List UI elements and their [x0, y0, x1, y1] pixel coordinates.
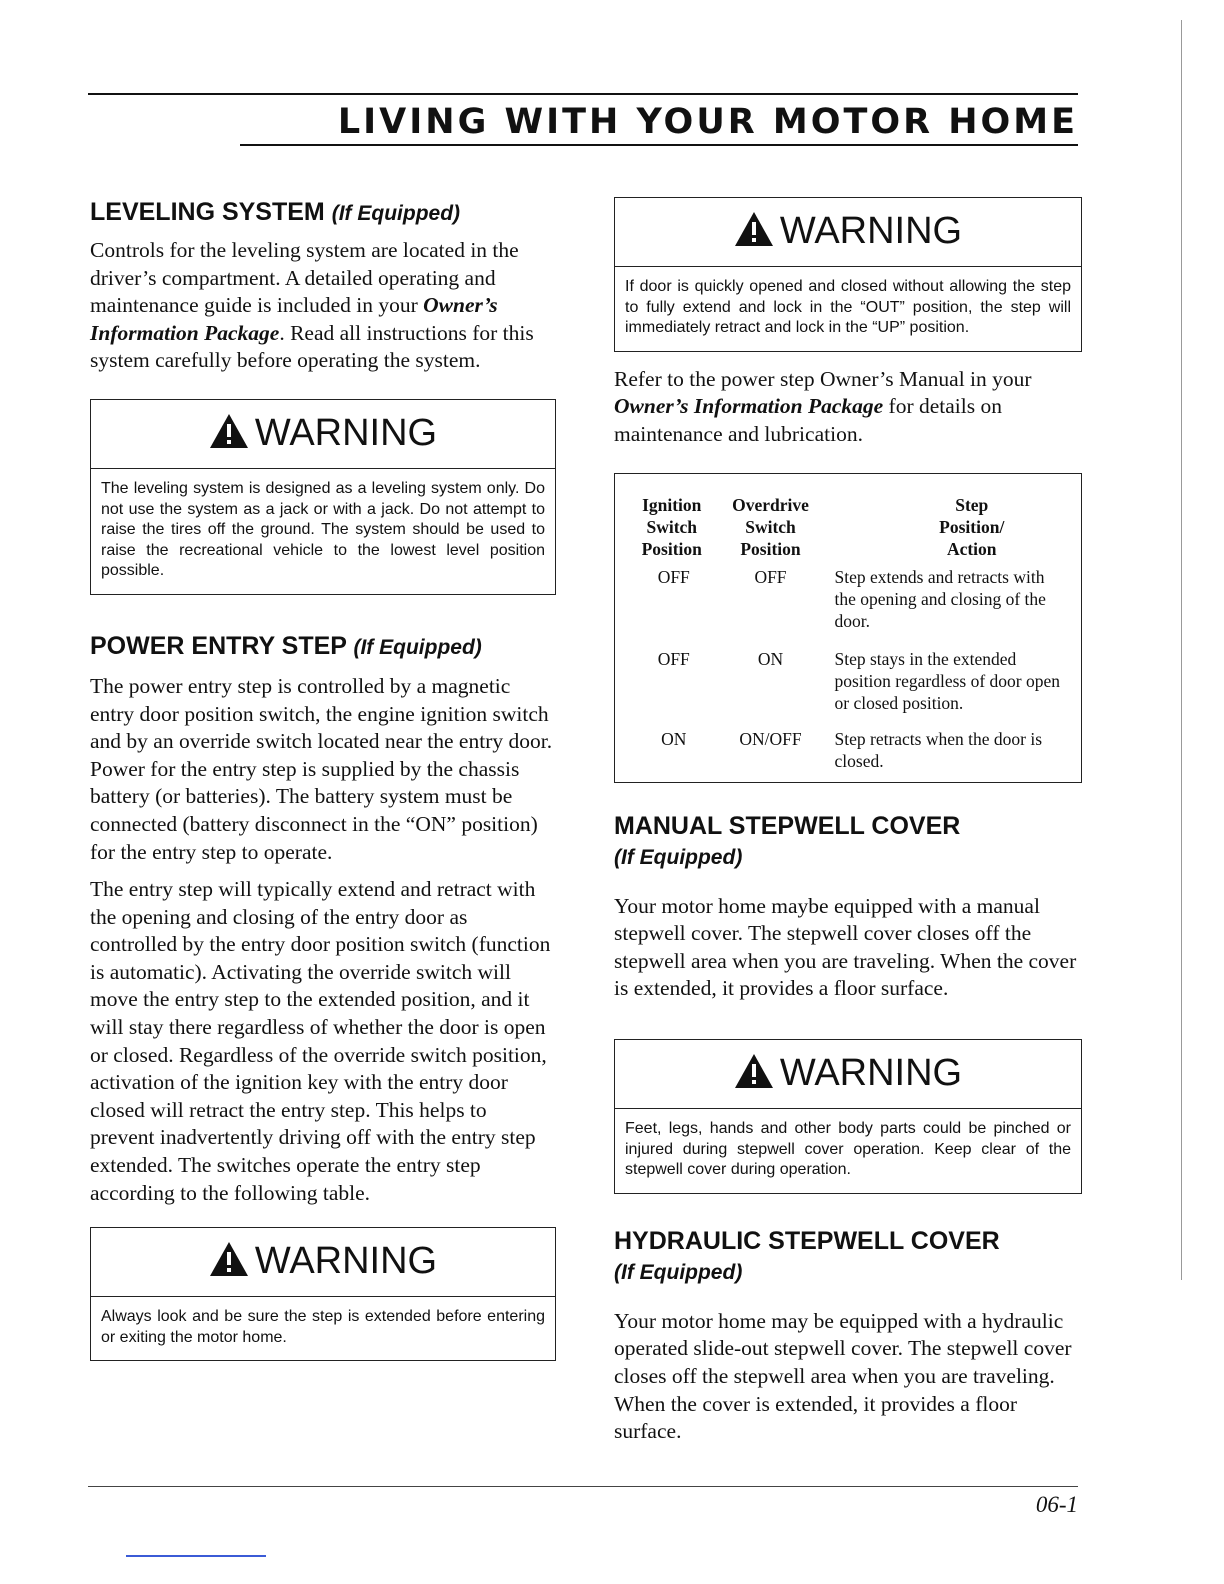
leveling-warning-text: The leveling system is designed as a leveling system only. Do not use the system as a jack or with a jack. Do not attempt to raise the tires off the ground. The system should be used to raise the recreational vehicle to the lowest level position possible.: [101, 479, 545, 580]
warning-header: [91, 1228, 555, 1297]
cell-action: Step extends and retracts with the opening and closing of the door.: [834, 566, 1046, 631]
leveling-qualifier: (If Equipped): [331, 202, 461, 225]
power-step-heading-text: POWER ENTRY STEP: [90, 631, 347, 660]
warning-label: WARNING: [779, 210, 963, 252]
warning-label: WARNING: [254, 1240, 438, 1283]
cell-action: Step retracts when the door is closed.: [834, 728, 1043, 771]
cell-overdrive: OFF: [754, 566, 787, 587]
manual-cover-heading: MANUAL STEPWELL COVER: [614, 811, 961, 840]
manual-cover-qualifier: (If Equipped): [614, 845, 743, 869]
right-column: [614, 195, 1082, 1446]
hydraulic-cover-qualifier: (If Equipped): [614, 1260, 743, 1284]
cell-overdrive: ON/OFF: [739, 728, 802, 749]
col-header-action: Step Position/ Action: [939, 494, 1005, 559]
cell-action: Step stays in the extended position regardless of door open or closed position.: [834, 648, 1061, 713]
step-warning-text: Always look and be sure the step is extended before entering or exiting the motor home.: [101, 1308, 545, 1346]
warning-triangle-icon: [209, 412, 249, 462]
scan-mark: [126, 1555, 266, 1557]
bottom-rule: [88, 1486, 1078, 1487]
warning-header: [615, 1040, 1081, 1109]
cell-ignition: OFF: [657, 648, 690, 669]
col-header-ignition: Ignition Switch Position: [641, 494, 702, 559]
refer-text-a: Refer to the power step Owner’s Manual in your: [614, 366, 1032, 391]
door-warning-box: [614, 197, 1082, 352]
warning-header: [615, 198, 1081, 267]
page-number: 06-1: [1035, 1492, 1078, 1517]
warning-triangle-icon: [734, 1052, 774, 1102]
cell-ignition: OFF: [657, 566, 690, 587]
cell-overdrive: ON: [757, 648, 784, 669]
warning-triangle-icon: [734, 210, 774, 260]
refer-paragraph: [614, 366, 1082, 449]
warning-label: WARNING: [779, 1051, 963, 1094]
warning-triangle-icon: [209, 1240, 249, 1290]
refer-text-b: for details on maintenance and lubrication.: [614, 394, 1002, 446]
leveling-paragraph: [90, 237, 556, 375]
table-row: [615, 566, 1082, 638]
leveling-warning-box: [90, 399, 556, 595]
page-title: LIVING WITH YOUR MOTOR HOME: [337, 102, 1078, 142]
hydraulic-cover-paragraph: Your motor home may be equipped with a hydraulic operated slide-out stepwell cover. The stepwell cover closes off the stepwell area when you are traveling. When the cover is extended, it provides a floor surface.: [614, 1308, 1072, 1444]
top-rule: [88, 93, 1078, 95]
step-warning-box: [90, 1227, 556, 1361]
stepwell-warning-box: [614, 1039, 1082, 1194]
left-column: [90, 195, 556, 1361]
table-header-row: [615, 473, 1082, 566]
power-step-paragraph-2: The entry step will typically extend and retract with the opening and closing of the entry door as controlled by the entry door position switch (function is automatic). Activating the override switch will move the entry step to the extended position, and it will stay there regardless of whether the door is open or closed. Regardless of the override switch position, activation of the ignition key with the entry door closed will retract the entry step. This helps to prevent inadvertently driving off with the entry step extended. The switches operate the entry step according to the following table.: [90, 877, 551, 1205]
leveling-heading-text: LEVELING SYSTEM: [90, 198, 325, 226]
col-header-overdrive: Overdrive Switch Position: [732, 494, 809, 559]
leveling-text-a: Controls for the leveling system are located in the driver’s compartment. A detailed operating and maintenance guide is included in your: [90, 238, 519, 318]
power-step-qualifier: (If Equipped): [353, 635, 482, 659]
leveling-heading: [90, 195, 556, 231]
title-rule: [240, 144, 1078, 146]
table-row: [615, 638, 1082, 720]
leveling-text-b: . Read all instructions for this system carefully before operating the system.: [90, 320, 534, 373]
manual-cover-paragraph: Your motor home maybe equipped with a manual stepwell cover. The stepwell cover closes off the stepwell area when you are traveling. When the cover is extended, it provides a floor surface.: [614, 893, 1077, 1001]
power-step-heading: [90, 629, 556, 665]
page-edge-line: [1181, 20, 1182, 1280]
warning-header: [91, 400, 555, 469]
power-step-paragraph-1: The power entry step is controlled by a magnetic entry door position switch, the engine ignition switch and by an override switch located near the entry door. Power for the entry step is supplied by the chassis battery (or batteries). The battery system must be connected (battery disconnect in the “ON” position) for the entry step to operate.: [90, 673, 553, 864]
refer-package-name: Owner’s Information Package: [614, 394, 884, 419]
door-warning-text: If door is quickly opened and closed without allowing the step to fully extend and lock in the “OUT” position, the step will immediately retract and lock in the “UP” position.: [625, 278, 1071, 337]
hydraulic-cover-heading: HYDRAULIC STEPWELL COVER: [614, 1226, 1000, 1255]
leveling-package-name: Owner’s Information Package: [90, 293, 498, 345]
warning-label: WARNING: [254, 411, 438, 454]
step-switch-table: [614, 473, 1082, 783]
stepwell-warning-text: Feet, legs, hands and other body parts could be pinched or injured during stepwell cover operation. Keep clear of the stepwell cover during operation.: [625, 1119, 1071, 1179]
table-row: [615, 720, 1082, 783]
cell-ignition: ON: [661, 728, 687, 749]
